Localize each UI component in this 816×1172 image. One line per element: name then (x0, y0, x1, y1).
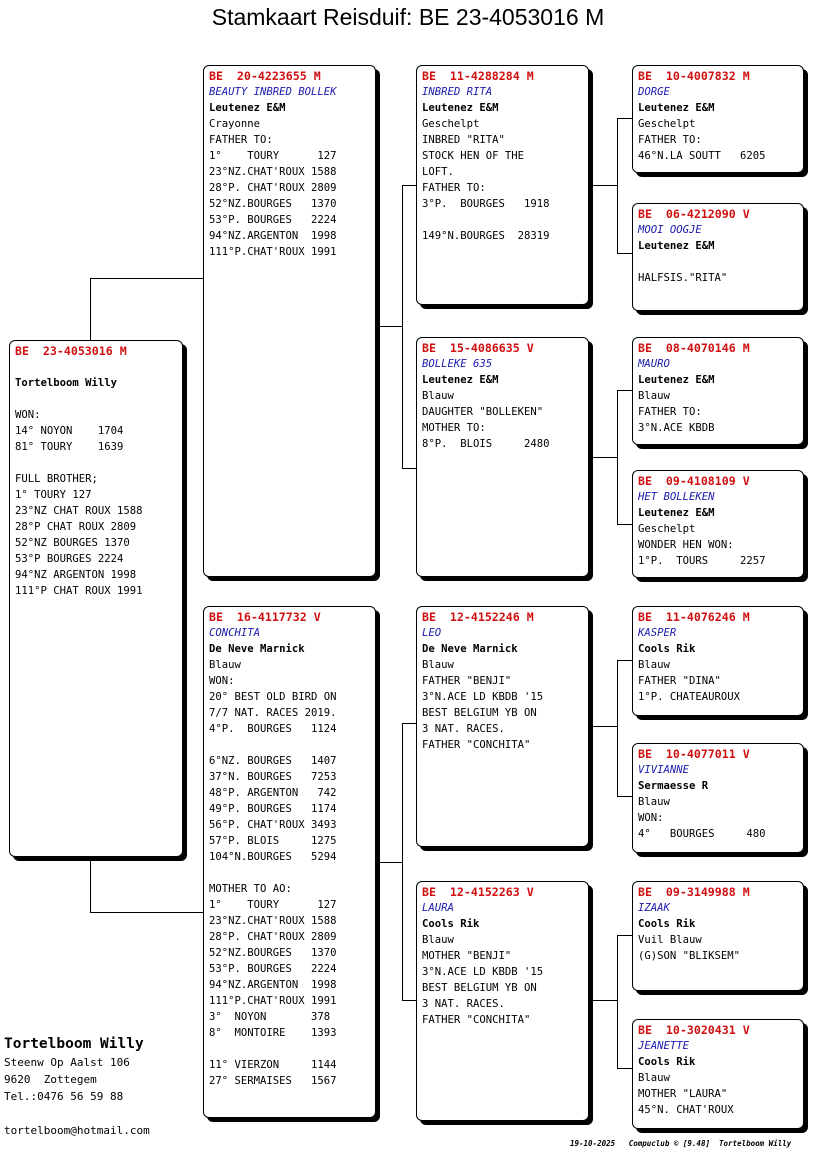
pedigree-line: 14° NOYON 1704 (15, 425, 124, 437)
pedigree-line: Vuil Blauw (638, 934, 702, 946)
pedigree-line: 1°P. CHATEAUROUX (638, 691, 741, 703)
pedigree-line (209, 1041, 370, 1057)
pedigree-line: FATHER TO: (638, 406, 702, 418)
pigeon-name: KASPER (638, 627, 677, 639)
pedigree-line: Blauw (422, 659, 454, 671)
breeder-name: Tortelboom Willy (15, 377, 118, 389)
connector (589, 726, 617, 727)
pedigree-line: 20° BEST OLD BIRD ON (209, 691, 337, 703)
pigeon-name: BOLLEKE 635 (422, 358, 493, 370)
pigeon-name: JEANETTE (638, 1040, 690, 1052)
pigeon-name: MOOI OOGJE (638, 224, 702, 236)
pedigree-line: (G)SON "BLIKSEM" (638, 950, 741, 962)
owner-name: Tortelboom Willy (4, 1036, 144, 1052)
pedigree-line: 49°P. BOURGES 1174 (209, 803, 337, 815)
pedigree-line: LOFT. (422, 166, 454, 178)
pedigree-line: 8°P. BLOIS 2480 (422, 438, 550, 450)
pedigree-line: 45°N. CHAT'ROUX (638, 1104, 734, 1116)
breeder-name: De Neve Marnick (209, 643, 305, 655)
ring-number: BE 10-3020431 V (638, 1023, 750, 1037)
breeder-name: Sermaesse R (638, 780, 709, 792)
connector (617, 253, 633, 254)
pedigree-line: FATHER TO: (422, 182, 486, 194)
pedigree-line: 81° TOURY 1639 (15, 441, 124, 453)
pigeon-name: HET BOLLEKEN (638, 491, 715, 503)
pigeon-name: DORGE (638, 86, 670, 98)
pigeon-name: LEO (422, 627, 442, 639)
footer (570, 1139, 791, 1148)
pedigree-line: Crayonne (209, 118, 261, 130)
pedigree-line: 3°N.ACE LD KBDB '15 (422, 691, 544, 703)
owner-city: 9620 Zottegem (4, 1073, 97, 1086)
connector (402, 185, 403, 468)
pedigree-line: 3° NOYON 378 (209, 1011, 331, 1023)
pigeon-name: LAURA (422, 902, 454, 914)
pedigree-line: 28°P. CHAT'ROUX 2809 (209, 931, 337, 943)
pigeon-card-mff (632, 606, 804, 716)
footer-software: Compuclub © [9.48] (628, 1139, 710, 1148)
pedigree-line: 111°P.CHAT'ROUX 1991 (209, 246, 337, 258)
pedigree-line: 52°NZ BOURGES 1370 (15, 537, 130, 549)
connector (90, 278, 204, 279)
pigeon-card-fff (632, 65, 804, 173)
pedigree-line: 28°P. CHAT'ROUX 2809 (209, 182, 337, 194)
pigeon-card-father-father (416, 65, 589, 305)
breeder-name: Cools Rik (638, 1056, 696, 1068)
connector (617, 524, 633, 525)
pigeon-card-ffm (632, 203, 804, 311)
pigeon-card-father-mother (416, 337, 589, 577)
ring-number: BE 09-4108109 V (638, 474, 750, 488)
pedigree-line: 3°N.ACE LD KBDB '15 (422, 966, 544, 978)
pedigree-line: MOTHER TO: (422, 422, 486, 434)
pedigree-line: 7/7 NAT. RACES 2019. (209, 707, 337, 719)
pedigree-line: 1° TOURY 127 (15, 489, 92, 501)
pigeon-card-main (9, 340, 183, 857)
pedigree-line (15, 391, 177, 407)
pigeon-card-mother-mother (416, 881, 589, 1121)
pedigree-line: 1° TOURY 127 (209, 150, 337, 162)
connector (617, 118, 633, 119)
ring-number: BE 23-4053016 M (15, 344, 127, 358)
connector (617, 935, 618, 1068)
pedigree-line: 53°P. BOURGES 2224 (209, 214, 337, 226)
pedigree-line: Blauw (422, 390, 454, 402)
pedigree-line: 3 NAT. RACES. (422, 723, 505, 735)
ring-number: BE 10-4007832 M (638, 69, 750, 83)
breeder-name: Leutenez E&M (209, 102, 286, 114)
pedigree-line: 57°P. BLOIS 1275 (209, 835, 337, 847)
pedigree-line: 94°NZ.ARGENTON 1998 (209, 979, 337, 991)
pedigree-line: 1°P. TOURS 2257 (638, 555, 766, 567)
pedigree-line: 23°NZ.CHAT'ROUX 1588 (209, 166, 337, 178)
breeder-name: Cools Rik (638, 643, 696, 655)
ring-number: BE 20-4223655 M (209, 69, 321, 83)
pedigree-line: Geschelpt (638, 118, 696, 130)
pedigree-line: 53°P BOURGES 2224 (15, 553, 124, 565)
pedigree-line: Geschelpt (638, 523, 696, 535)
connector (617, 660, 618, 796)
pedigree-line: INBRED "RITA" (422, 134, 505, 146)
pedigree-line: HALFSIS."RITA" (638, 272, 728, 284)
pedigree-line: FATHER TO: (209, 134, 273, 146)
pedigree-line: FATHER "CONCHITA" (422, 739, 531, 751)
pedigree-line: 11° VIERZON 1144 (209, 1059, 337, 1071)
connector (90, 278, 91, 340)
pedigree-line: WONDER HEN WON: (638, 539, 734, 551)
pigeon-name: IZAAK (638, 902, 670, 914)
pedigree-line: DAUGHTER "BOLLEKEN" (422, 406, 544, 418)
owner-email[interactable]: tortelboom@hotmail.com (4, 1124, 150, 1137)
pedigree-line: 3°P. BOURGES 1918 (422, 198, 550, 210)
pedigree-line: 3 NAT. RACES. (422, 998, 505, 1010)
pedigree-line (422, 212, 583, 228)
footer-date: 19-10-2025 (570, 1139, 616, 1148)
ring-number: BE 08-4070146 M (638, 341, 750, 355)
pigeon-card-mother (203, 606, 376, 1118)
connector (617, 660, 633, 661)
ring-number: BE 10-4077011 V (638, 747, 750, 761)
connector (90, 857, 91, 912)
pedigree-line: 4°P. BOURGES 1124 (209, 723, 337, 735)
pedigree-line: MOTHER TO AO: (209, 883, 292, 895)
pigeon-name: MAURO (638, 358, 670, 370)
pedigree-line: 48°P. ARGENTON 742 (209, 787, 337, 799)
connector (376, 862, 402, 863)
pedigree-line: FATHER "CONCHITA" (422, 1014, 531, 1026)
pedigree-line: 27° SERMAISES 1567 (209, 1075, 337, 1087)
pedigree-line: BEST BELGIUM YB ON (422, 707, 537, 719)
pigeon-card-mmm (632, 1019, 804, 1129)
ring-number: BE 09-3149988 M (638, 885, 750, 899)
pigeon-name: VIVIANNE (638, 764, 690, 776)
pedigree-line: Blauw (638, 796, 670, 808)
pedigree-line: 56°P. CHAT'ROUX 3493 (209, 819, 337, 831)
pigeon-name: BEAUTY INBRED BOLLEK (209, 86, 337, 98)
pigeon-name: CONCHITA (209, 627, 261, 639)
ring-number: BE 11-4076246 M (638, 610, 750, 624)
pedigree-line: FULL BROTHER; (15, 473, 98, 485)
pedigree-line (15, 455, 177, 471)
pigeon-name (15, 359, 177, 375)
pigeon-name: INBRED RITA (422, 86, 493, 98)
connector (90, 912, 204, 913)
pedigree-line: 94°NZ.ARGENTON 1998 (209, 230, 337, 242)
pedigree-line: 8° MONTOIRE 1393 (209, 1027, 337, 1039)
pedigree-line (209, 865, 370, 881)
connector (589, 1000, 617, 1001)
pedigree-line: 46°N.LA SOUTT 6205 (638, 150, 766, 162)
pigeon-card-father (203, 65, 376, 577)
pedigree-line: FATHER "BENJI" (422, 675, 512, 687)
connector (617, 390, 633, 391)
connector (376, 326, 402, 327)
pigeon-card-mmf (632, 881, 804, 991)
breeder-name: De Neve Marnick (422, 643, 518, 655)
connector (589, 457, 617, 458)
pedigree-line: FATHER "DINA" (638, 675, 721, 687)
pedigree-line: MOTHER "LAURA" (638, 1088, 728, 1100)
ring-number: BE 11-4288284 M (422, 69, 534, 83)
pedigree-line: 23°NZ.CHAT'ROUX 1588 (209, 915, 337, 927)
pedigree-line: 149°N.BOURGES 28319 (422, 230, 550, 242)
footer-owner: Tortelboom Willy (719, 1139, 792, 1148)
pedigree-line: WON: (638, 812, 664, 824)
pedigree-line: Blauw (422, 934, 454, 946)
pigeon-card-mfm (632, 743, 804, 853)
pedigree-line: MOTHER "BENJI" (422, 950, 512, 962)
pedigree-line: 1° TOURY 127 (209, 899, 337, 911)
pigeon-card-fmf (632, 337, 804, 445)
pedigree-line: 37°N. BOURGES 7253 (209, 771, 337, 783)
page-title: Stamkaart Reisduif: BE 23-4053016 M (211, 4, 605, 30)
ring-number: BE 15-4086635 V (422, 341, 534, 355)
ring-number: BE 12-4152263 V (422, 885, 534, 899)
owner-street: Steenw Op Aalst 106 (4, 1056, 130, 1069)
breeder-name: Cools Rik (638, 918, 696, 930)
breeder-name: Leutenez E&M (422, 374, 499, 386)
breeder-name: Leutenez E&M (422, 102, 499, 114)
breeder-name: Leutenez E&M (638, 102, 715, 114)
pedigree-line (638, 254, 798, 270)
ring-number: BE 12-4152246 M (422, 610, 534, 624)
pedigree-line: STOCK HEN OF THE (422, 150, 525, 162)
pigeon-card-mother-father (416, 606, 589, 847)
connector (617, 1068, 633, 1069)
ring-number: BE 16-4117732 V (209, 610, 321, 624)
pedigree-line: 111°P CHAT ROUX 1991 (15, 585, 143, 597)
connector (617, 390, 618, 524)
pedigree-line: BEST BELGIUM YB ON (422, 982, 537, 994)
pedigree-line: 111°P.CHAT'ROUX 1991 (209, 995, 337, 1007)
pedigree-line: 28°P CHAT ROUX 2809 (15, 521, 137, 533)
connector (402, 723, 403, 1000)
owner-block (4, 1034, 144, 1105)
breeder-name: Leutenez E&M (638, 374, 715, 386)
pedigree-line: 23°NZ CHAT ROUX 1588 (15, 505, 143, 517)
pedigree-line: FATHER TO: (638, 134, 702, 146)
connector (617, 796, 633, 797)
ring-number: BE 06-4212090 V (638, 207, 750, 221)
pedigree-line: 52°NZ.BOURGES 1370 (209, 947, 337, 959)
pedigree-line: 4° BOURGES 480 (638, 828, 766, 840)
connector (617, 935, 633, 936)
pedigree-line (209, 737, 370, 753)
pedigree-line: Blauw (638, 1072, 670, 1084)
breeder-name: Leutenez E&M (638, 507, 715, 519)
pedigree-line: 53°P. BOURGES 2224 (209, 963, 337, 975)
breeder-name: Leutenez E&M (638, 240, 715, 252)
pedigree-line: WON: (15, 409, 41, 421)
pedigree-line: 52°NZ.BOURGES 1370 (209, 198, 337, 210)
connector (617, 118, 618, 253)
pedigree-line: Blauw (209, 659, 241, 671)
pedigree-line: 3°N.ACE KBDB (638, 422, 715, 434)
owner-phone: Tel.:0476 56 59 88 (4, 1090, 124, 1103)
pedigree-line: WON: (209, 675, 235, 687)
pedigree-line: Geschelpt (422, 118, 480, 130)
pedigree-line: 6°NZ. BOURGES 1407 (209, 755, 337, 767)
pedigree-line: Blauw (638, 659, 670, 671)
breeder-name: Cools Rik (422, 918, 480, 930)
pedigree-line: 104°N.BOURGES 5294 (209, 851, 337, 863)
pedigree-line: Blauw (638, 390, 670, 402)
connector (589, 185, 617, 186)
pigeon-card-fmm (632, 470, 804, 578)
pedigree-line: 94°NZ ARGENTON 1998 (15, 569, 137, 581)
